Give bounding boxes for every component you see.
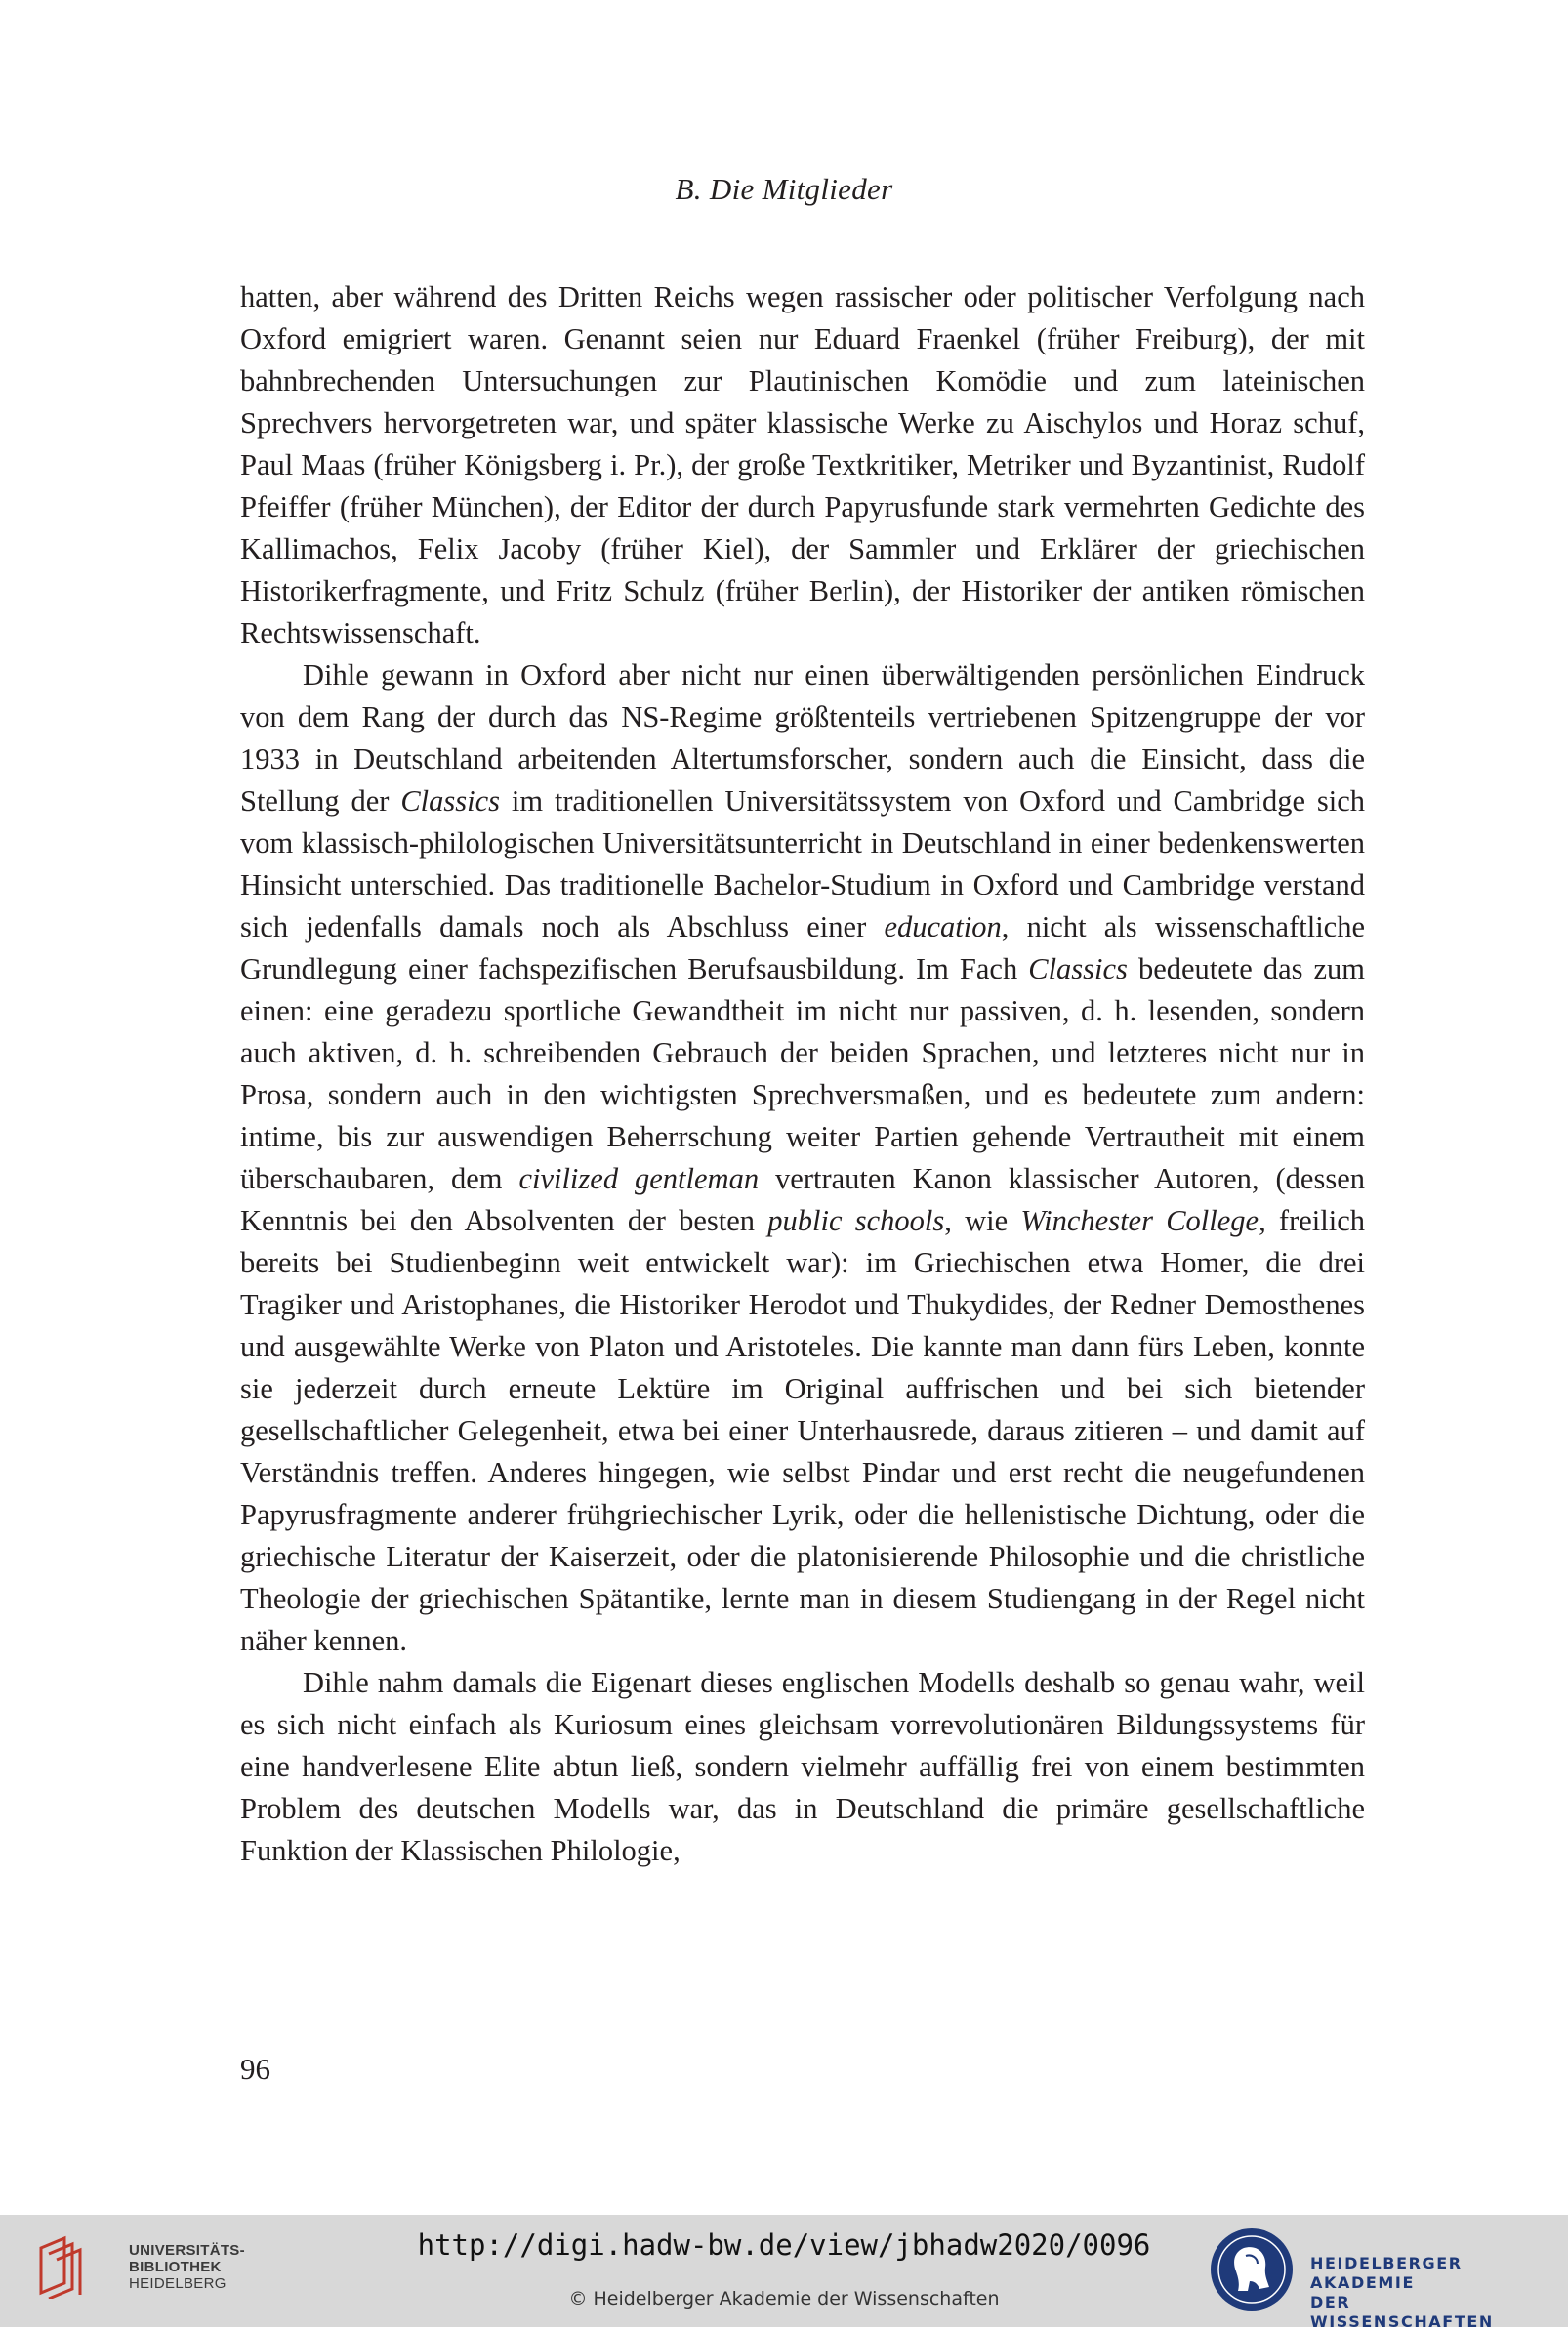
italic-term: public schools <box>767 1204 945 1237</box>
permalink-link[interactable]: http://digi.hadw-bw.de/view/jbhadw2020/0096 <box>417 2228 1151 2262</box>
italic-term: Classics <box>400 784 501 817</box>
text-run: hatten, aber während des Dritten Reichs wegen rassischer oder politischer Verfolgung nach Oxford emigriert waren. Genannt seien nur Eduard Fraenkel (früher Freiburg), der mit bahnbrechenden Untersuchungen zur Plautinischen Komödie und zum lateinischen Sprechvers hervorgetreten war, und später klassische Werke zu Aischylos und Horaz schuf, Paul Maas (früher Königsberg i. Pr.), der große Textkritiker, Metriker und Byzantinist, Rudolf Pfeiffer (früher München), der Editor der durch Papyrusfunde stark vermehrten Gedichte des Kallimachos, Felix Jacoby (früher Kiel), der Sammler und Erklärer der griechischen Historikerfragmente, und Fritz Schulz (früher Berlin), der Historiker der antiken römischen Rechtswissenschaft. <box>240 280 1365 649</box>
text-run: Dihle nahm damals die Eigenart dieses englischen Modells deshalb so genau wahr, weil es sich nicht einfach als Kuriosum eines gleichsam vorrevolutionären Bildungssystems für eine handverlesene Elite abtun ließ, sondern vielmehr auffällig frei von einem bestimmten Problem des deutschen Modells war, das in Deutschland die primäre gesellschaftliche Funktion der Klassischen Philologie, <box>240 1666 1365 1867</box>
paragraph <box>240 1662 1365 1872</box>
text-run: bedeutete das zum einen: eine geradezu sportliche Gewandtheit im nicht nur passiven, d. h. lesenden, sondern auch aktiven, d. h. schreibenden Gebrauch der beiden Sprachen, und letzteres nicht nur in Prosa, sondern auch in den wichtigsten Sprechversmaßen, und es bedeutete zum andern: intime, bis zur auswendigen Beherrschung weiter Partien gehende Vertrautheit mit einem überschaubaren, dem <box>240 952 1366 1195</box>
page-number: 96 <box>240 2052 270 2086</box>
copyright-notice: © Heidelberger Akademie der Wissenschaften <box>568 2288 1000 2310</box>
body-text <box>240 276 1365 1872</box>
text-run: vertrauten Kanon klassischer Autoren, (dessen Kenntnis bei den Absolventen der besten <box>240 1162 1365 1237</box>
text-run: , wie <box>944 1204 1021 1237</box>
running-head: B. Die Mitglieder <box>675 172 893 206</box>
text-run: Dihle gewann in Oxford aber nicht nur einen überwältigenden persönlichen Eindruck von dem Rang der durch das NS-Regime größtenteils vertriebenen Spitzengruppe der vor 1933 in Deutschland arbeitenden Altertumsforscher, sondern auch die Einsicht, dass die Stellung der <box>240 658 1365 817</box>
academy-seal-icon <box>1209 2227 1295 2312</box>
text-run: im traditionellen Universitätssystem von Oxford und Cambridge sich vom klassisch-philologischen Universitätsunterricht in Deutschland in einer bedenkenswerten Hinsicht unterschied. Das traditionelle Bachelor-Studium in Oxford und Cambridge verstand sich jedenfalls damals noch als Abschluss einer <box>240 784 1365 943</box>
academy-name-line2: DER WISSENSCHAFTEN <box>1310 2293 1494 2331</box>
text-run: , nicht als wissenschaftliche Grundlegung einer fachspezifischen Berufsausbildung. Im Fach <box>240 910 1365 985</box>
academy-logo[interactable] <box>1209 2227 1541 2331</box>
italic-term: civilized gentleman <box>518 1162 760 1195</box>
academy-name <box>1310 2254 1541 2332</box>
italic-term: education <box>884 910 1002 943</box>
library-name-line2: BIBLIOTHEK <box>129 2259 222 2275</box>
paragraph <box>240 276 1365 654</box>
text-run: , freilich bereits bei Studienbeginn weit entwickelt war): im Griechischen etwa Homer, die drei Tragiker und Aristophanes, die Historiker Herodot und Thukydides, der Redner Demosthenes und ausgewählte Werke von Platon und Aristoteles. Die kannte man dann fürs Leben, konnte sie jederzeit durch erneute Lektüre im Original auffrischen und bei sich bietender gesellschaftlicher Gelegenheit, etwa bei einer Unterhausrede, daraus zitieren – und damit auf Verständnis treffen. Anderes hingegen, wie selbst Pindar und erst recht die neugefundenen Papyrusfragmente anderer frühgriechischer Lyrik, oder die hellenistische Dichtung, oder die griechische Literatur der Kaiserzeit, oder die platonisierende Philosophie und die christliche Theologie der griechischen Spätantike, lernte man in diesem Studiengang in der Regel nicht näher kennen. <box>240 1204 1365 1657</box>
italic-term: Classics <box>1028 952 1128 985</box>
italic-term: Winchester College <box>1020 1204 1259 1237</box>
library-name-line3: HEIDELBERG <box>129 2275 227 2292</box>
paragraph <box>240 654 1365 1662</box>
library-name-line1: UNIVERSITÄTS- <box>129 2242 245 2259</box>
footer-bar <box>0 2215 1568 2331</box>
academy-name-line1: HEIDELBERGER AKADEMIE <box>1310 2254 1463 2292</box>
